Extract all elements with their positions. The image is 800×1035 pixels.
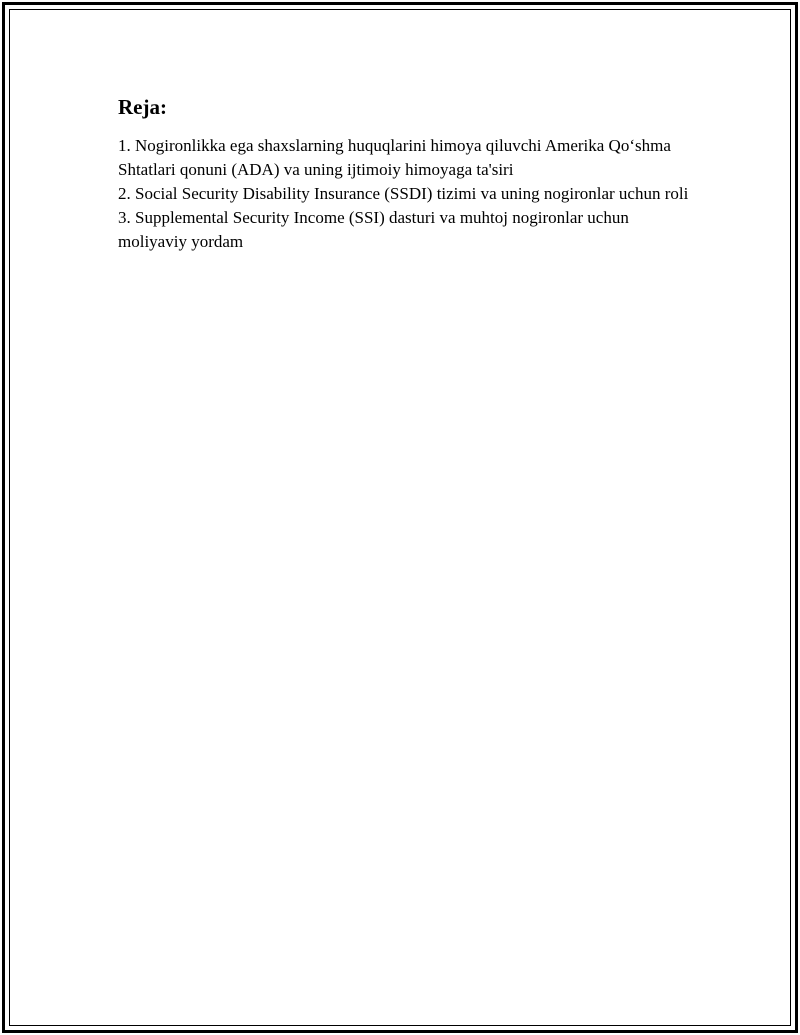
plan-item-3: 3. Supplemental Security Income (SSI) dasturi va muhtoj nogironlar uchun moliyaviy yordam xyxy=(118,208,629,251)
plan-heading: Reja: xyxy=(118,95,167,119)
document-content xyxy=(118,94,698,254)
plan-list xyxy=(118,134,698,254)
plan-item-1: 1. Nogironlikka ega shaxslarning huquqlarini himoya qiluvchi Amerika Qo‘shma Shtatlari qonuni (ADA) va uning ijtimoiy himoyaga ta'siri xyxy=(118,136,671,179)
plan-item-2: 2. Social Security Disability Insurance (SSDI) tizimi va uning nogironlar uchun roli xyxy=(118,184,689,203)
